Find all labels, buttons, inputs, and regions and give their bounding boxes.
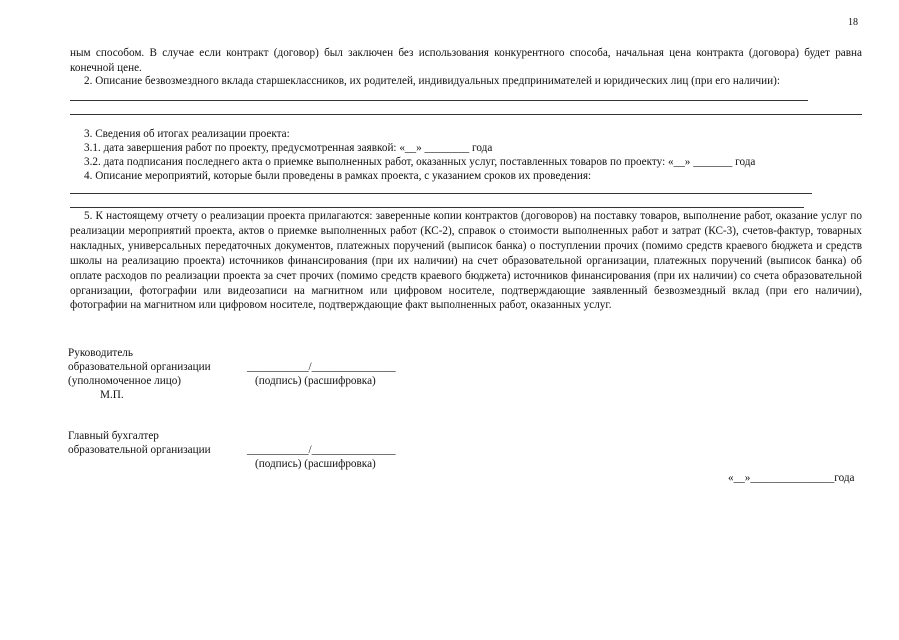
paragraph-intro: ным способом. В случае если контракт (договор) был заключен без использования конкурентного способа, начальная цена контракта (договора) будет равна конечной цене. xyxy=(70,47,862,74)
item-3-title: 3. Сведения об итогах реализации проекта: xyxy=(84,128,290,140)
head-signature-caption: (подпись) (расшифровка) xyxy=(255,375,376,387)
fill-line xyxy=(70,193,812,194)
item-3-2: 3.2. дата подписания последнего акта о приемке выполненных работ, оказанных услуг, поставленных товаров по проекту: «__» _______ года xyxy=(84,156,756,168)
fill-line xyxy=(70,100,808,101)
head-signature-line: ___________/_______________ xyxy=(247,361,396,373)
accountant-signature-caption: (подпись) (расшифровка) xyxy=(255,458,376,470)
item-2-text: 2. Описание безвозмездного вклада старшеклассников, их родителей, индивидуальных предпринимателей и юридических лиц (при его наличии): xyxy=(84,75,780,87)
head-title-line3: (уполномоченное лицо) xyxy=(68,375,182,387)
head-title-line2: образовательной организации xyxy=(68,361,211,373)
accountant-title-line1: Главный бухгалтер xyxy=(68,430,159,442)
date-field: «__»_______________года xyxy=(728,472,855,484)
item-4-text: 4. Описание мероприятий, которые были проведены в рамках проекта, с указанием сроков их проведения: xyxy=(84,170,592,182)
item-3-1: 3.1. дата завершения работ по проекту, предусмотренная заявкой: «__» ________ года xyxy=(84,142,493,154)
fill-line xyxy=(70,207,804,208)
head-title-line1: Руководитель xyxy=(68,347,133,359)
accountant-title-line2: образовательной организации xyxy=(68,444,211,456)
fill-line xyxy=(70,114,862,115)
accountant-signature-line: ___________/_______________ xyxy=(247,444,396,456)
item-5-text: 5. К настоящему отчету о реализации проекта прилагаются: заверенные копии контрактов (договоров) на поставку товаров, выполнение работ, оказание услуг по реализации мероприятий проекта, актов о приемке выполненных работ (КС-2), справок о стоимости выполненных работ и затрат (КС-3), счетов-фактур, товарных накладных, универсальных передаточных документов, платежных поручений (выписок банка) о поступлении прочих (помимо средств краевого бюджета и средств школы на реализацию проекта) источников финансирования (при их наличии) на счет образовательной организации, платежных поручений (выписок банка) об оплате расходов по реализации проекта за счет прочих (помимо средств краевого бюджета) источников финансирования (при их наличии) со счета образовательной организации, фотографии или видеозаписи на магнитном или цифровом носителе, подтверждающие заявленный безвозмездный вклад (при его наличии), фотографии на магнитном или цифровом носителе, подтверждающие факт выполненных работ, оказанных услуг. xyxy=(70,210,862,312)
stamp-placeholder: М.П. xyxy=(100,389,124,401)
page-number: 18 xyxy=(848,17,858,28)
